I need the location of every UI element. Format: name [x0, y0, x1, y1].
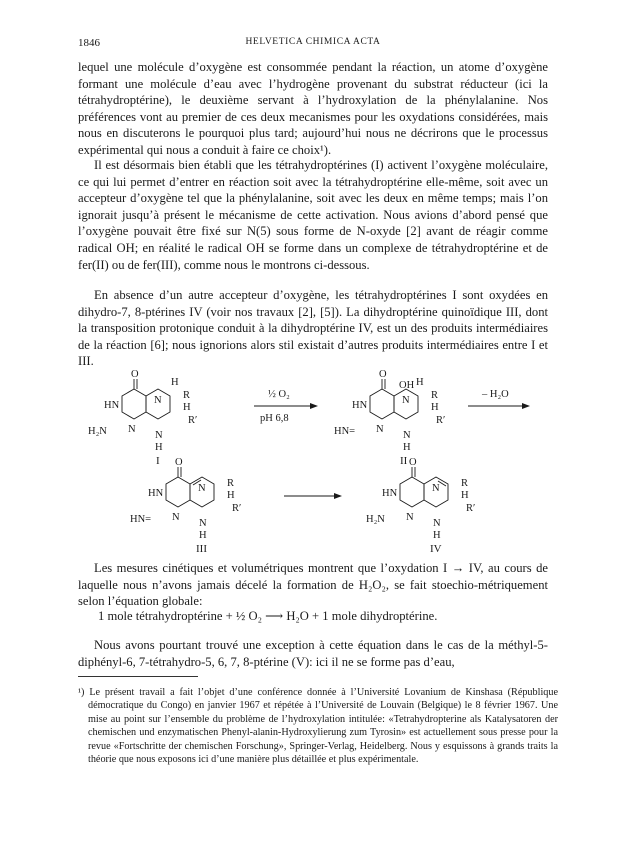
atom-label: HN [104, 400, 120, 411]
atom-label: N [128, 424, 136, 435]
atom-label: HN [148, 488, 164, 499]
atom-label: N [402, 395, 410, 406]
compound-III-structure [166, 467, 214, 507]
journal-title: HELVETICA CHIMICA ACTA [245, 37, 381, 47]
atom-label: HN= [334, 426, 356, 437]
atom-label: R [431, 390, 439, 401]
atom-label: H [433, 530, 441, 541]
atom-label: H₂N [366, 514, 385, 525]
running-header [78, 37, 548, 51]
atom-label: O [379, 369, 387, 380]
atom-label: R′ [188, 415, 198, 426]
atom-label: HN= [130, 514, 152, 525]
atom-label: N [433, 518, 441, 529]
atom-label: H [155, 442, 163, 453]
atom-label: H [227, 490, 235, 501]
atom-label: N [199, 518, 207, 529]
atom-label: R [183, 390, 191, 401]
atom-label: N [432, 483, 440, 494]
atom-label: HN [352, 400, 368, 411]
atom-label: OH [399, 380, 415, 391]
paragraph-2: Il est désormais bien établi que les tétrahydroptérines (I) activent l’oxygène moléculaire, ce qui lui permet d’entrer en réaction soit avec la tétrahydroptérine elle-même, soit avec un accepteur d’oxygène tel que la phénylalanine, soit avec les deux en même temps; mais l’on ignorait jusqu’à présent le mécanisme de cette activation. Nous avions d’abord pensé que l’oxygène pouvait être fixé sur N(5) sous forme de N-oxyde [2] avant de réagir comme radical OH; en réalité le radical OH se forme dans un complexe de tétrahydroptérine et de fer(II) ou de fer(III), comme nous le montrons ci-dessous. [78, 158, 548, 272]
atom-label: O [131, 369, 139, 380]
compound-IV-structure [400, 467, 448, 507]
atom-label: H [171, 377, 179, 388]
footnote: ¹) Le présent travail a fait l’objet d’une conférence donnée à l’Université Lovanium de Kinshasa (République démocratique du Congo) en janvier 1967 et répétée à l’Université de Louvain (Belgique) le 8 février 1967. Une mise au point sur l’ensemble du problème de l’hydroxylation intitulée: «Tetrahydropterine als Katalysatoren der chemischen und enzymatischen Phenyl-alanin-Hydroxylierung zum Tyrosin» est actuellement sous presse pour la revue «Fortschritte der chemischen Forschung», Springer-Verlag, Heidelberg. Nous y esquissons à grands traits la théorie que nous exposons ici d’une manière plus détaillée et plus expérimentale. [78, 687, 558, 766]
atom-label: N [155, 430, 163, 441]
arrow-label-top: ½ O₂ [268, 389, 290, 400]
paragraph-1: lequel une molécule d’oxygène est consommée pendant la réaction, un atome d’oxygène formant une molécule d’eau avec l’hydrogène provenant du substrat réducteur (ici la tétrahydroptérine), le deuxième servant à l’hydroxylation de la phénylalanine. Nos préférences vont au premier de ces deux mecanismes pour les oxydations considérées, mais nous en discuterons le pourquoi plus tard; aujourd’hui nous ne décrirons que le processus expérimental qui nous a conduit à faire ce choix¹). [78, 60, 548, 157]
atom-label: N [154, 395, 162, 406]
page-number: 1846 [78, 37, 100, 49]
paragraph-4: Les mesures cinétiques et volumétriques montrent que l’oxydation I → IV, au cours de laquelle nous n’avons jamais décelé la formation de H₂O₂, se fait stoechio-métriquement selon l’équation globale: [78, 561, 548, 609]
atom-label: H [431, 402, 439, 413]
atom-label: R [227, 478, 235, 489]
atom-label: H [183, 402, 191, 413]
reaction-scheme [78, 366, 548, 556]
arrow-label-bottom: pH 6,8 [260, 413, 289, 424]
atom-label: H [403, 442, 411, 453]
atom-label: R′ [436, 415, 446, 426]
paragraph-5: Nous avons pourtant trouvé une exception à cette équation dans le cas de la méthyl-5-diphényl-6, 7-tétrahydro-5, 6, 7, 8-ptérine (V): ici il ne se forme pas d’eau, [78, 638, 548, 669]
atom-label: H [461, 490, 469, 501]
compound-I-structure [122, 379, 170, 419]
footnote-rule [78, 676, 198, 677]
arrow-label-water: – H₂O [482, 389, 509, 400]
atom-label: N [376, 424, 384, 435]
atom-label: N [403, 430, 411, 441]
atom-label: R′ [466, 503, 476, 514]
paragraph-3: En absence d’un autre accepteur d’oxygène, les tétrahydroptérines I sont oxydées en dihydro-7, 8-ptérines IV (voir nos travaux [2], [5]). La dihydroptérine quinoïdique III, dont la transposition protonique conduit à la dihydroptérine IV, est un des produits intermédiaires de la réaction [6]; nous ignorions alors stil existait d’autres produits intermédiaires entre I et III. [78, 288, 548, 369]
atom-label: H [416, 377, 424, 388]
compound-label-III: III [196, 543, 207, 555]
atom-label: R [461, 478, 469, 489]
atom-label: N [172, 512, 180, 523]
atom-label: N [406, 512, 414, 523]
atom-label: N [198, 483, 206, 494]
compound-label-II: II [400, 455, 408, 467]
atom-label: H₂N [88, 426, 107, 437]
compound-label-I: I [156, 455, 160, 467]
compound-label-IV: IV [430, 543, 442, 555]
atom-label: H [199, 530, 207, 541]
global-equation: 1 mole tétrahydroptérine + ½ O₂ ⟶ H₂O + 1 mole dihydroptérine. [98, 609, 438, 623]
atom-label: R′ [232, 503, 242, 514]
atom-label: O [175, 457, 183, 468]
atom-label: O [409, 457, 417, 468]
atom-label: HN [382, 488, 398, 499]
